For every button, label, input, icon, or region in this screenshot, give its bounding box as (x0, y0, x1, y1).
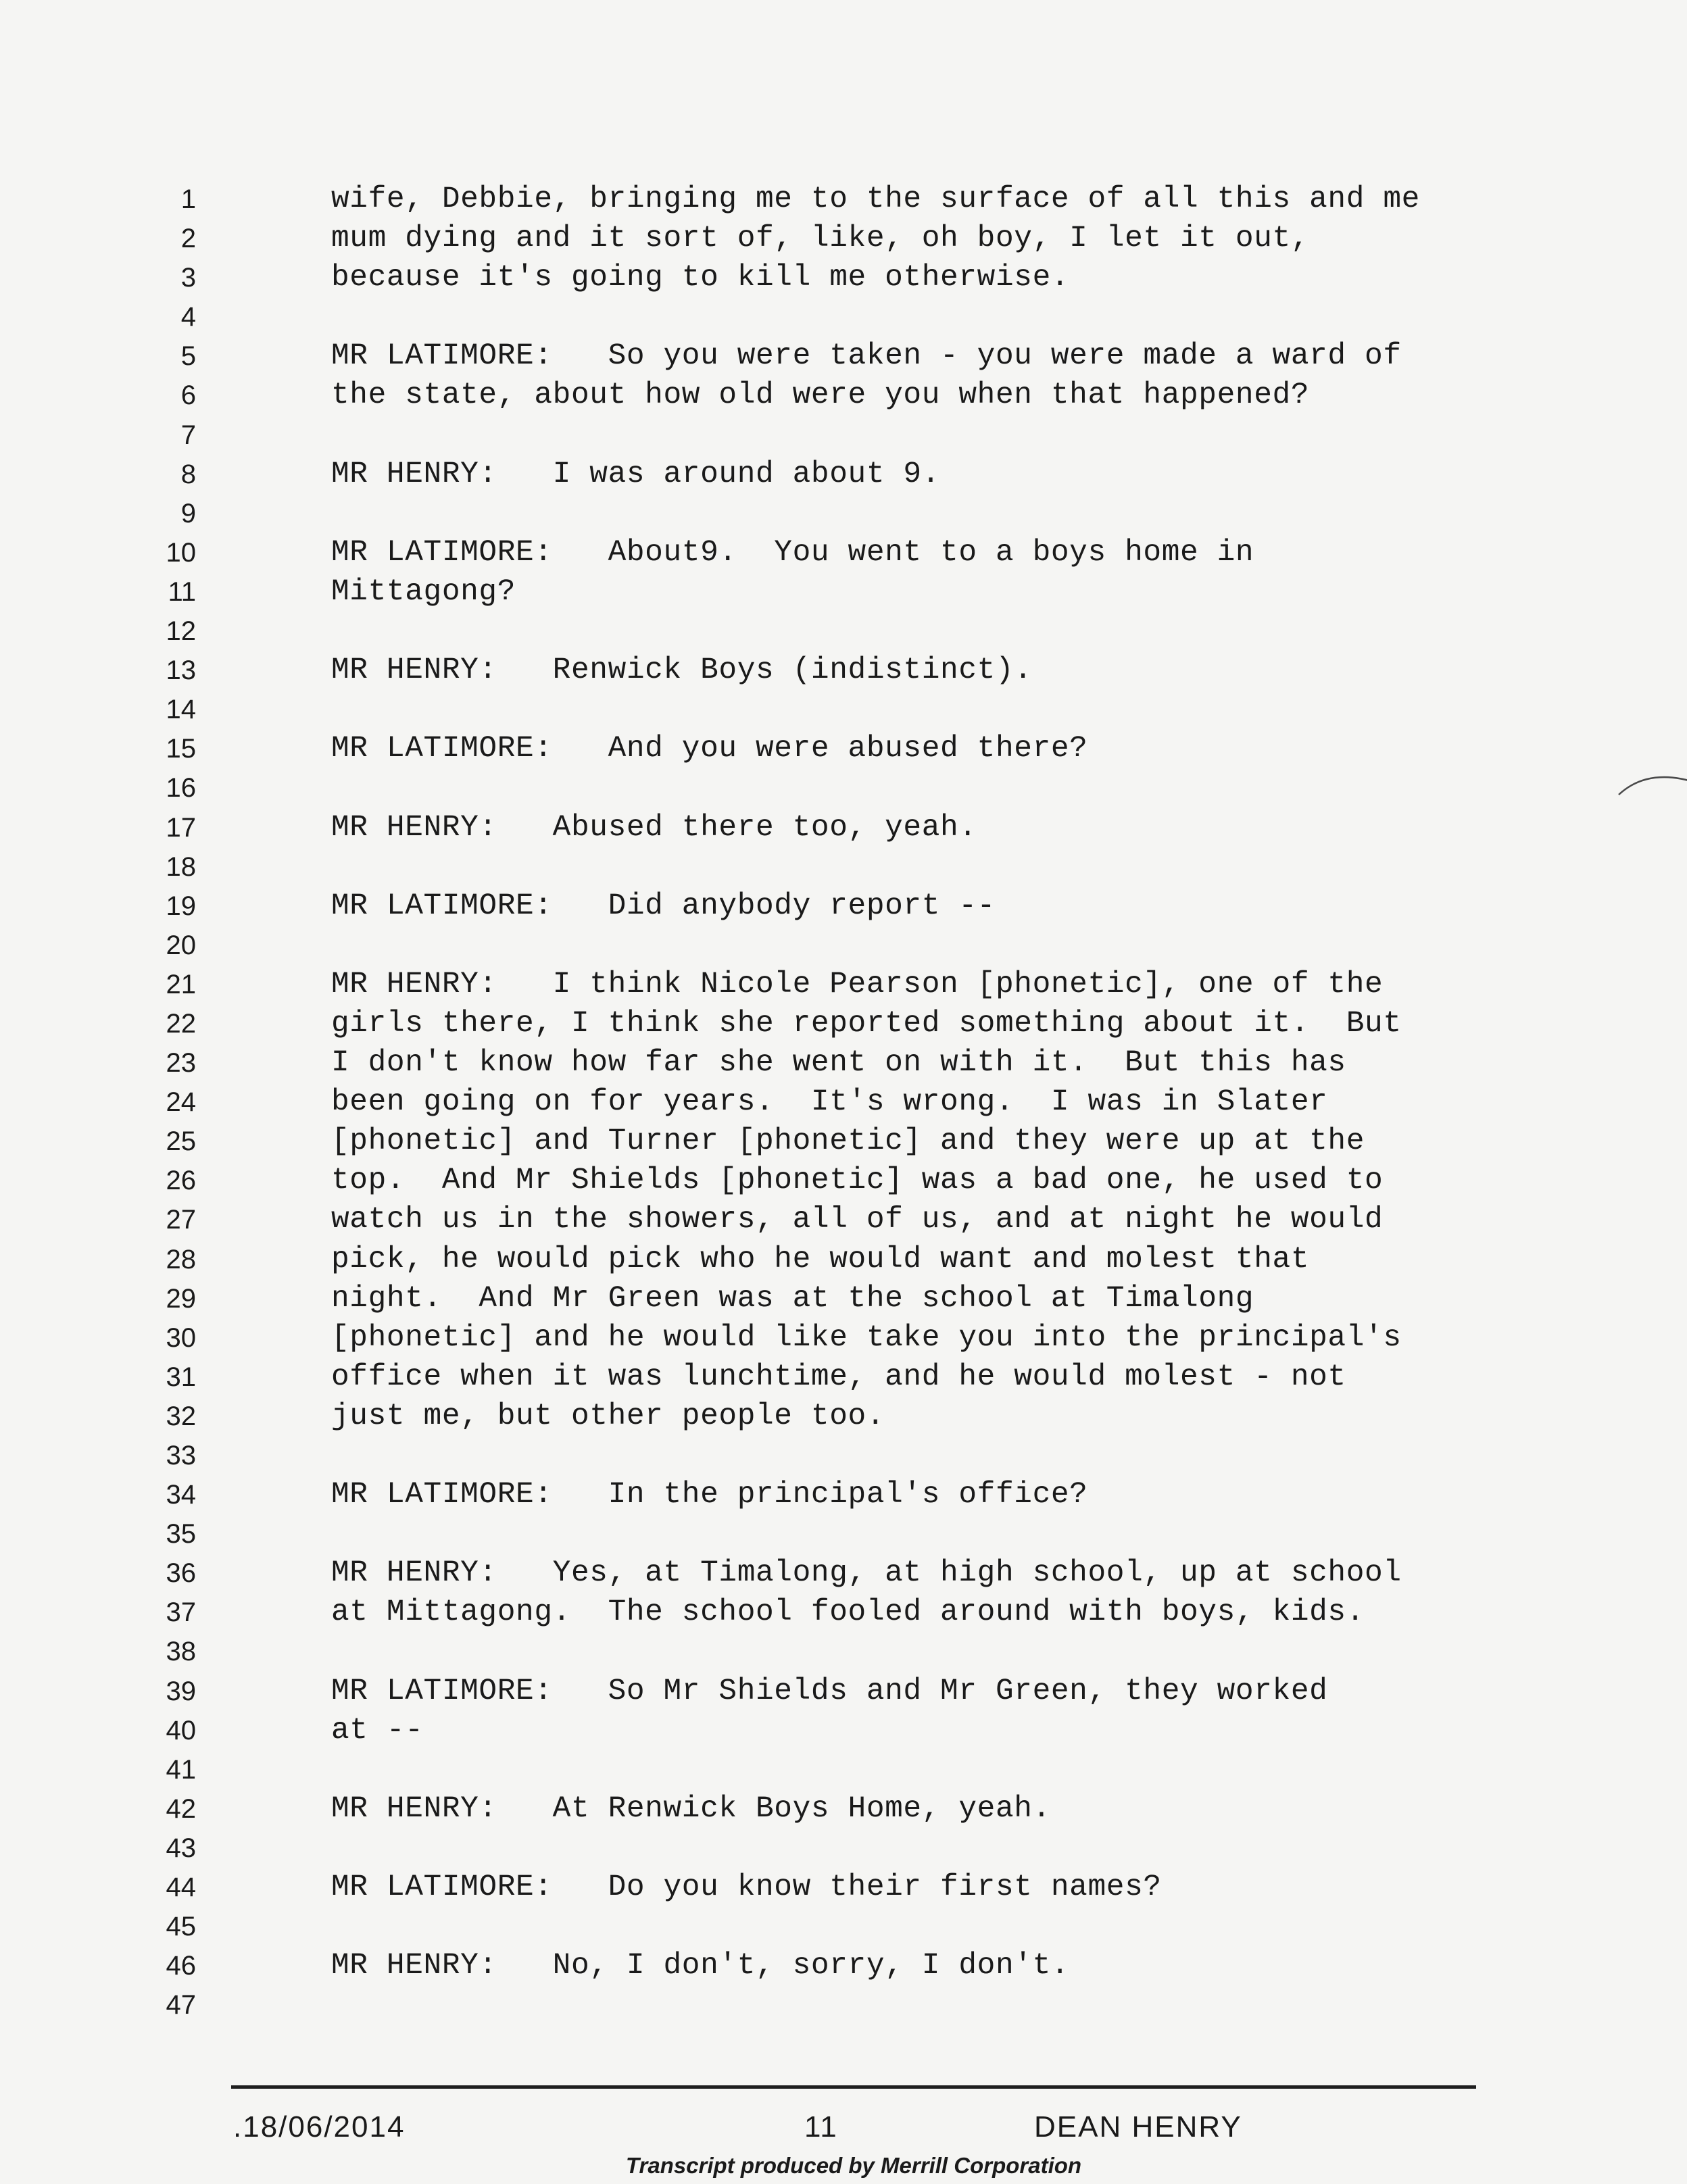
transcript-line (142, 376, 1595, 415)
line-text: MR HENRY: No, I don't, sorry, I don't. (331, 1949, 1070, 1983)
line-number: 19 (166, 891, 196, 921)
line-number: 10 (166, 537, 196, 568)
transcript-line (142, 1514, 1595, 1554)
transcript-line (142, 1907, 1595, 1946)
line-text: top. And Mr Shields [phonetic] was a bad one, he used to (331, 1164, 1384, 1198)
line-text: MR LATIMORE: So you were taken - you were made a ward of (331, 339, 1402, 374)
transcript-line (142, 1083, 1595, 1122)
line-number: 15 (166, 734, 196, 764)
transcript-line (142, 1043, 1595, 1083)
line-number: 16 (166, 773, 196, 803)
transcript-line (142, 1358, 1595, 1397)
line-number: 17 (166, 812, 196, 843)
line-number: 30 (166, 1322, 196, 1353)
transcript-line (142, 1868, 1595, 1907)
line-number: 7 (180, 420, 196, 450)
line-number: 6 (180, 380, 196, 411)
transcript-line (142, 847, 1595, 887)
line-text: [phonetic] and he would like take you into the principal's (331, 1320, 1402, 1355)
line-number: 28 (166, 1244, 196, 1274)
line-number: 34 (166, 1480, 196, 1510)
transcript-line (142, 1711, 1595, 1750)
line-text: MR LATIMORE: So Mr Shields and Mr Green, they worked (331, 1674, 1328, 1708)
transcript-line (142, 1004, 1595, 1043)
transcript-line (142, 651, 1595, 690)
line-number: 12 (166, 616, 196, 647)
line-number: 22 (166, 1008, 196, 1039)
transcript-line (142, 1829, 1595, 1868)
line-text: girls there, I think she reported something about it. But (331, 1006, 1402, 1041)
line-number: 5 (180, 341, 196, 372)
line-number: 9 (180, 498, 196, 528)
line-text: at -- (331, 1713, 424, 1747)
line-number: 14 (166, 695, 196, 725)
line-number: 35 (166, 1519, 196, 1549)
line-number: 33 (166, 1441, 196, 1470)
line-number: 42 (166, 1793, 196, 1824)
transcript-body (142, 180, 1595, 2025)
line-number: 1 (180, 184, 196, 214)
line-number: 2 (180, 224, 196, 254)
transcript-line (142, 1397, 1595, 1436)
line-number: 39 (166, 1676, 196, 1706)
line-text: MR HENRY: Renwick Boys (indistinct). (331, 653, 1033, 688)
line-text: office when it was lunchtime, and he would molest - not (331, 1360, 1346, 1394)
line-number: 21 (166, 969, 196, 999)
transcript-line (142, 1554, 1595, 1593)
line-text: because it's going to kill me otherwise. (331, 261, 1070, 295)
transcript-line (142, 1161, 1595, 1200)
line-text: [phonetic] and Turner [phonetic] and they were up at the (331, 1124, 1365, 1159)
line-number: 11 (168, 576, 196, 607)
transcript-line (142, 1318, 1595, 1358)
transcript-line (142, 1632, 1595, 1671)
line-number: 25 (166, 1126, 196, 1157)
line-number: 23 (166, 1048, 196, 1078)
transcript-line (142, 1436, 1595, 1475)
transcript-line (142, 1279, 1595, 1318)
transcript-line (142, 180, 1595, 219)
transcript-line (142, 494, 1595, 533)
line-number: 36 (166, 1558, 196, 1589)
line-number: 8 (180, 459, 196, 489)
footer-date: .18/06/2014 (233, 2110, 406, 2143)
line-number: 32 (166, 1401, 196, 1431)
line-number: 4 (180, 302, 196, 332)
line-text: MR LATIMORE: Do you know their first names? (331, 1870, 1162, 1905)
line-text: MR HENRY: I was around about 9. (331, 457, 941, 491)
transcript-line (142, 729, 1595, 768)
transcript-line (142, 1985, 1595, 2025)
line-text: MR HENRY: Abused there too, yeah. (331, 810, 977, 845)
line-text: I don't know how far she went on with it. But this has (331, 1046, 1346, 1081)
footer-witness-name: DEAN HENRY (1034, 2110, 1242, 2143)
transcript-line (142, 219, 1595, 258)
transcript-line (142, 416, 1595, 455)
line-text: just me, but other people too. (331, 1399, 885, 1433)
line-text: MR LATIMORE: And you were abused there? (331, 732, 1088, 766)
transcript-line (142, 258, 1595, 297)
line-number: 3 (180, 263, 196, 293)
line-number: 31 (166, 1362, 196, 1392)
line-text: been going on for years. It's wrong. I was in Slater (331, 1085, 1328, 1120)
transcript-line (142, 768, 1595, 808)
transcript-line (142, 572, 1595, 612)
line-number: 37 (166, 1597, 196, 1628)
transcript-line (142, 1946, 1595, 1985)
line-text: MR HENRY: At Renwick Boys Home, yeah. (331, 1791, 1051, 1826)
line-number: 18 (166, 851, 196, 882)
transcript-line (142, 965, 1595, 1004)
transcript-line (142, 1475, 1595, 1514)
punch-hole-mark (1615, 770, 1687, 811)
transcript-line (142, 455, 1595, 494)
transcript-line (142, 1200, 1595, 1239)
transcript-line (142, 1750, 1595, 1789)
transcript-line (142, 337, 1595, 376)
line-number: 38 (166, 1637, 196, 1667)
line-text: MR LATIMORE: About9. You went to a boys home in (331, 535, 1254, 570)
line-number: 47 (166, 1990, 196, 2020)
transcript-line (142, 690, 1595, 729)
line-number: 13 (166, 655, 196, 686)
line-text: wife, Debbie, bringing me to the surface of all this and me (331, 182, 1420, 216)
line-number: 29 (166, 1283, 196, 1314)
transcript-line (142, 297, 1595, 337)
transcript-line (142, 1122, 1595, 1161)
line-number: 40 (166, 1715, 196, 1745)
line-number: 45 (166, 1912, 196, 1942)
line-number: 46 (166, 1951, 196, 1981)
line-text: pick, he would pick who he would want and molest that (331, 1242, 1310, 1276)
transcript-line (142, 808, 1595, 847)
line-text: MR LATIMORE: Did anybody report -- (331, 889, 996, 923)
line-number: 27 (166, 1205, 196, 1235)
line-number: 26 (166, 1166, 196, 1196)
line-number: 41 (166, 1754, 196, 1785)
transcript-line (142, 1240, 1595, 1279)
line-text: watch us in the showers, all of us, and at night he would (331, 1203, 1384, 1237)
line-number: 44 (166, 1872, 196, 1903)
transcript-line (142, 926, 1595, 965)
transcript-line (142, 887, 1595, 926)
line-text: MR HENRY: Yes, at Timalong, at high school, up at school (331, 1556, 1402, 1591)
line-text: night. And Mr Green was at the school at Timalong (331, 1281, 1254, 1316)
transcript-credit: Transcript produced by Merrill Corporation (625, 2153, 1082, 2178)
line-number: 20 (166, 930, 196, 960)
line-text: Mittagong? (331, 574, 516, 609)
transcript-line (142, 612, 1595, 651)
footer-rule (231, 2085, 1476, 2089)
line-text: at Mittagong. The school fooled around with boys, kids. (331, 1595, 1365, 1630)
transcript-line (142, 1593, 1595, 1632)
line-number: 24 (166, 1087, 196, 1118)
transcript-line (142, 533, 1595, 572)
line-text: mum dying and it sort of, like, oh boy, I let it out, (331, 222, 1310, 256)
line-text: MR HENRY: I think Nicole Pearson [phonetic], one of the (331, 967, 1384, 1001)
transcript-line (142, 1672, 1595, 1711)
line-text: MR LATIMORE: In the principal's office? (331, 1478, 1088, 1512)
transcript-line (142, 1789, 1595, 1829)
line-text: the state, about how old were you when that happened? (331, 378, 1310, 413)
line-number: 43 (166, 1833, 196, 1863)
page-number: 11 (804, 2110, 838, 2143)
